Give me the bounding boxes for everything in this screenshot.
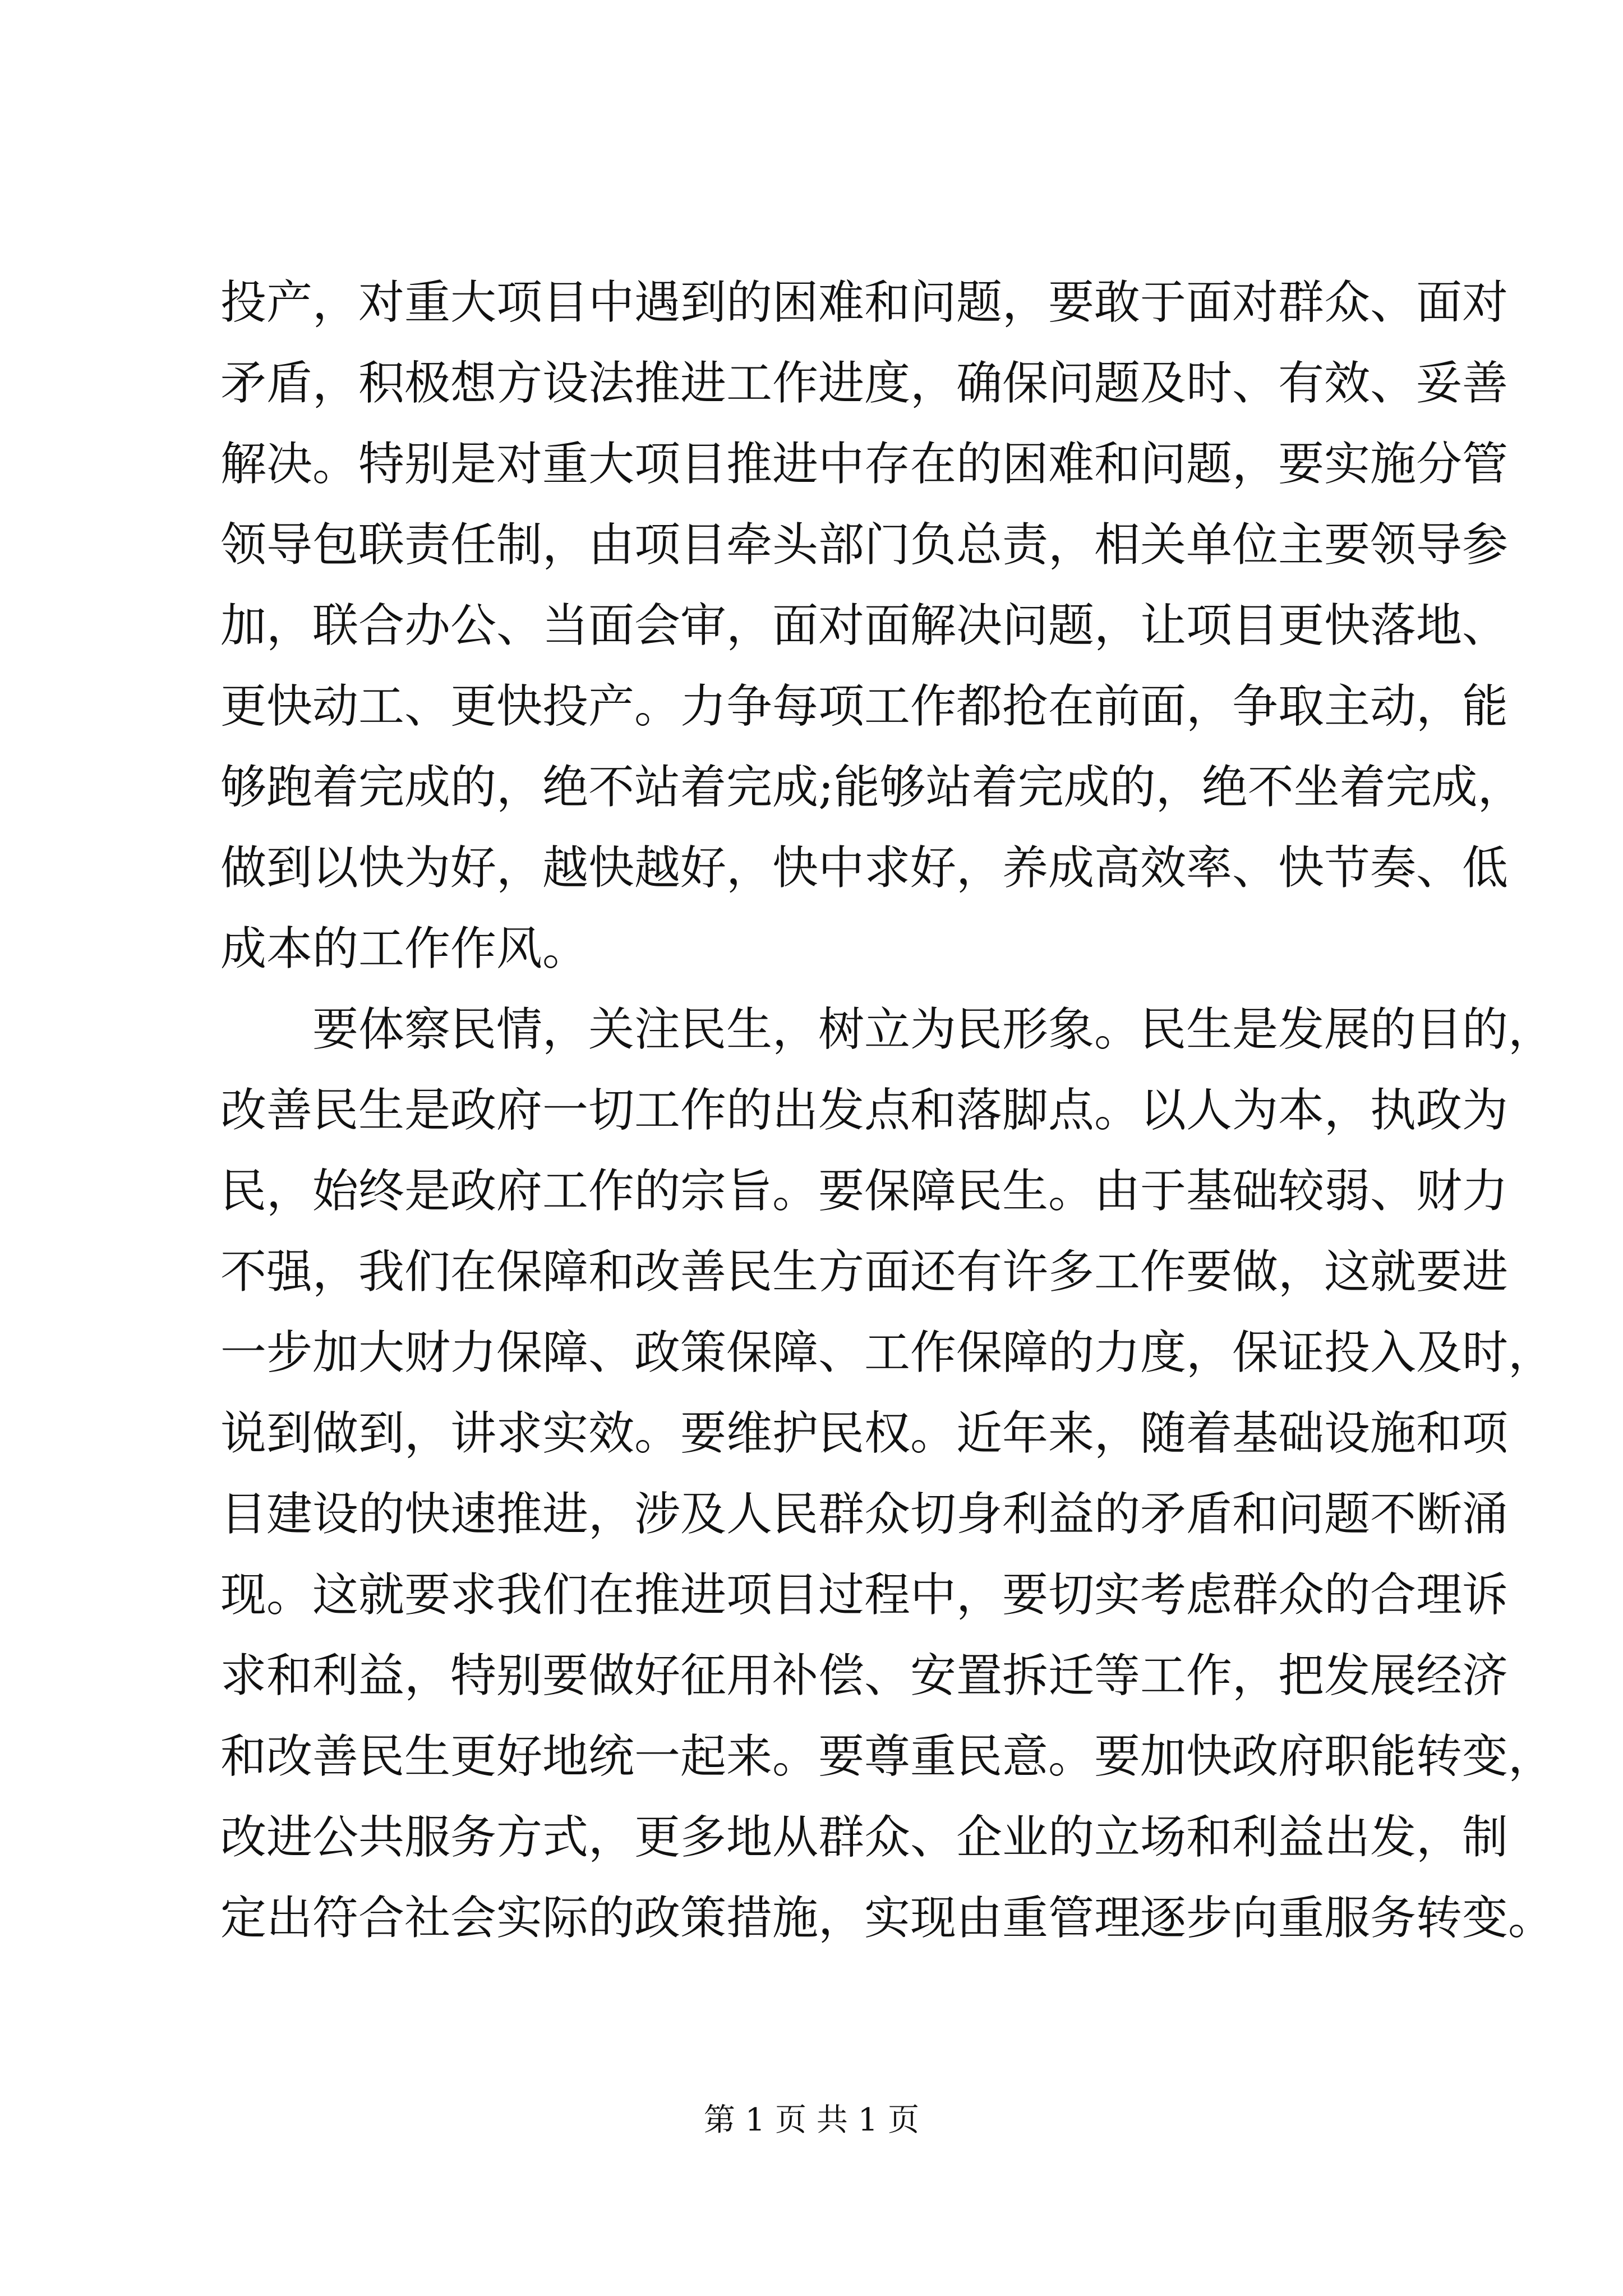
text-line: 投产，对重大项目中遇到的困难和问题，要敢于面对群众、面对 — [220, 276, 1509, 329]
text-line: 加，联合办公、当面会审，面对面解决问题，让项目更快落地、 — [220, 599, 1509, 652]
paragraph-2 — [220, 990, 1555, 1959]
text-line: 解决。特别是对重大项目推进中存在的困难和问题，要实施分管 — [220, 438, 1509, 491]
text-line: 说到做到，讲求实效。要维护民权。近年来，随着基础设施和项 — [220, 1407, 1509, 1460]
text-line: 改善民生是政府一切工作的出发点和落脚点。以人为本，执政为 — [220, 1084, 1509, 1137]
page-footer — [0, 2098, 1623, 2143]
text-line: 和改善民生更好地统一起来。要尊重民意。要加快政府职能转变， — [220, 1730, 1555, 1783]
paragraph-1 — [220, 263, 1524, 990]
page-number-label: 第 1 页 共 1 页 — [703, 2102, 920, 2138]
body-text — [220, 263, 1555, 1959]
text-line: 领导包联责任制，由项目牵头部门负总责，相关单位主要领导参 — [220, 518, 1509, 572]
text-line: 做到以快为好，越快越好，快中求好，养成高效率、快节奏、低 — [220, 841, 1509, 895]
text-line: 定出符合社会实际的政策措施，实现由重管理逐步向重服务转变。 — [220, 1892, 1555, 1945]
text-line: 不强，我们在保障和改善民生方面还有许多工作要做，这就要进 — [220, 1245, 1509, 1299]
text-line: 现。这就要求我们在推进项目过程中，要切实考虑群众的合理诉 — [220, 1568, 1509, 1622]
text-line: 够跑着完成的，绝不站着完成;能够站着完成的，绝不坐着完成， — [220, 761, 1524, 814]
text-line: 一步加大财力保障、政策保障、工作保障的力度，保证投入及时， — [220, 1326, 1555, 1379]
text-line: 求和利益，特别要做好征用补偿、安置拆迁等工作，把发展经济 — [220, 1649, 1509, 1703]
text-line: 矛盾，积极想方设法推进工作进度，确保问题及时、有效、妥善 — [220, 357, 1509, 410]
text-line: 更快动工、更快投产。力争每项工作都抢在前面，争取主动，能 — [220, 680, 1509, 733]
text-line: 成本的工作作风。 — [220, 922, 589, 976]
text-line: 要体察民情，关注民生，树立为民形象。民生是发展的目的， — [312, 1003, 1555, 1056]
text-line: 目建设的快速推进，涉及人民群众切身利益的矛盾和问题不断涌 — [220, 1488, 1509, 1541]
text-line: 改进公共服务方式，更多地从群众、企业的立场和利益出发，制 — [220, 1811, 1509, 1864]
text-line: 民，始终是政府工作的宗旨。要保障民生。由于基础较弱、财力 — [220, 1165, 1509, 1218]
